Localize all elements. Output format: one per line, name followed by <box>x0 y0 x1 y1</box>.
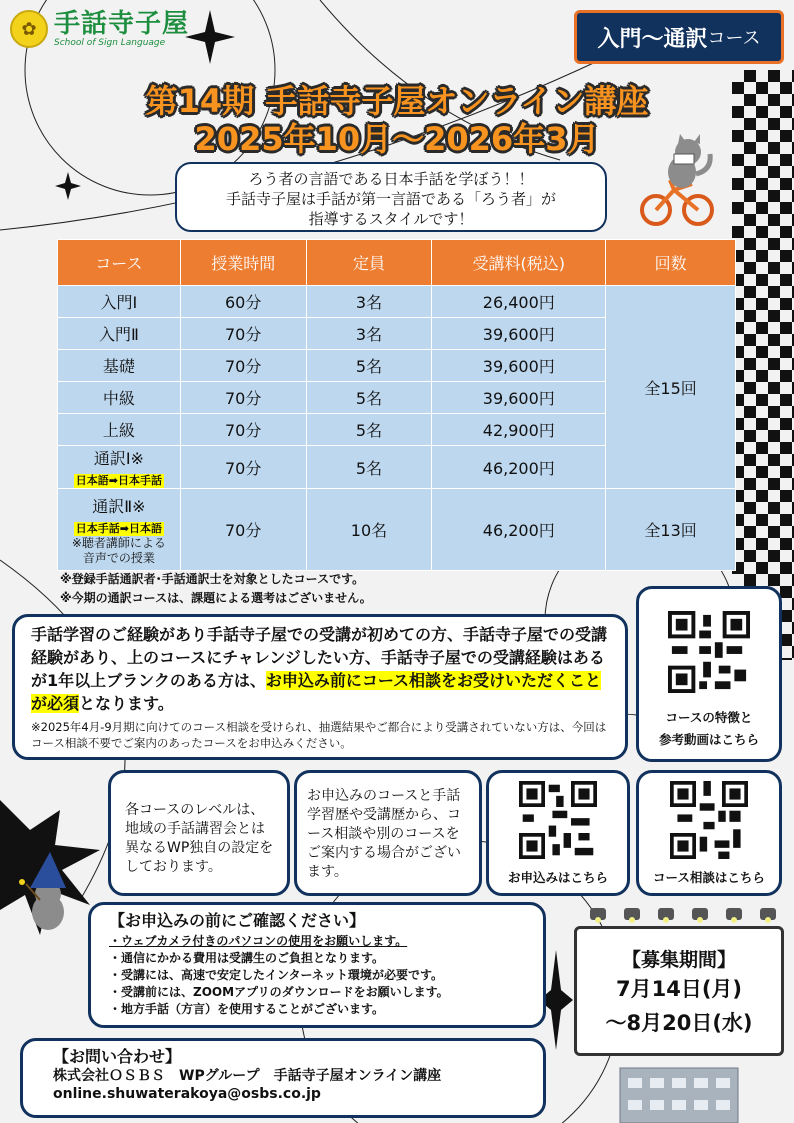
cell-time: 70分 <box>180 382 306 414</box>
checklist-item: ・ 受講には、高速で安定したインターネット環境が必要です。 <box>109 967 525 984</box>
qr-features-caption-2: 参考動画はこちら <box>658 732 759 747</box>
contact-box <box>20 1038 546 1118</box>
building-illustration <box>614 1056 744 1123</box>
direction-tag: 日本語➡日本手話 <box>75 474 162 487</box>
table-notes <box>60 570 372 608</box>
checklist-item: ・ 受講前には、ZOOMアプリのダウンロードをお願いします。 <box>109 984 525 1001</box>
course-name: 通訳Ⅱ※ <box>92 496 146 516</box>
cell-time: 70分 <box>180 446 306 489</box>
page-period-title: 2025年10月〜2026年3月 <box>194 120 600 158</box>
cell-capacity: 5名 <box>306 446 432 489</box>
cell-time: 60分 <box>180 286 306 318</box>
checklist-item: ・ ウェブカメラ付きのパソコンの使用をお願いします。 <box>109 933 525 950</box>
course-range-main: 入門〜通訳 <box>597 26 708 52</box>
checklist-title: 【お申込みの前にご確認ください】 <box>109 911 366 930</box>
qr-features-caption-1: コースの特徴と <box>665 710 753 725</box>
consultation-text-1: 手話学習のご経験があり手話寺子屋での受講が初めての方、手話寺子屋での受講経験があり、上のコースにチャレンジしたい方、手話寺子屋での受講経験はあるが1年以上ブランクのある方は、 <box>31 625 608 690</box>
cell-fee: 42,900円 <box>432 414 606 446</box>
qr-apply-card[interactable] <box>486 770 630 896</box>
cell-course <box>58 489 181 571</box>
cell-fee: 39,600円 <box>432 350 606 382</box>
course-note: 音声での授業 <box>82 550 155 565</box>
logo-subtitle: School of Sign Language <box>54 38 166 48</box>
cell-capacity: 3名 <box>306 318 432 350</box>
qr-code-icon[interactable] <box>519 781 597 859</box>
cell-capacity: 10名 <box>306 489 432 571</box>
direction-tag: 日本手話➡日本語 <box>75 521 162 535</box>
cat-on-bicycle-illustration <box>636 132 716 232</box>
qr-consult-caption: コース相談はこちら <box>653 870 765 885</box>
table-row <box>58 489 736 571</box>
period-start: 7月14日(月) <box>615 977 743 1001</box>
period-end: 〜8月20日(水) <box>605 1011 753 1035</box>
cell-course: 中級 <box>58 382 181 414</box>
level-info-box <box>108 770 290 896</box>
course-guidance-text: お申込みのコースと手話学習歴や受講歴から、コース相談や別のコースをご案内する場合がございます。 <box>307 788 461 880</box>
cell-fee: 46,200円 <box>432 489 606 571</box>
cell-course: 基礎 <box>58 350 181 382</box>
note-line: ※今期の通訳コースは、課題による選考はございません。 <box>60 591 372 605</box>
period-title: 【募集期間】 <box>621 949 736 971</box>
cell-course: 入門Ⅰ <box>58 286 181 318</box>
application-period-board <box>574 926 784 1056</box>
cell-capacity: 5名 <box>306 414 432 446</box>
intro-line-3: 指導するスタイルです！ <box>308 210 474 228</box>
cell-time: 70分 <box>180 414 306 446</box>
cell-course: 上級 <box>58 414 181 446</box>
cell-capacity: 5名 <box>306 382 432 414</box>
cell-fee: 39,600円 <box>432 382 606 414</box>
qr-course-features-card[interactable] <box>636 586 782 762</box>
consultation-highlight: お申込み前にコース相談をお受けいただくことが必須 <box>31 671 602 713</box>
intro-line-2: 手話寺子屋は手話が第一言語である「ろう者」が <box>225 190 556 208</box>
cell-course <box>58 446 181 489</box>
course-range-tag <box>574 10 784 64</box>
course-table <box>57 239 736 571</box>
table-row <box>58 286 736 318</box>
intro-bubble <box>175 162 607 232</box>
checklist-item: ・ 地方手話（方言）を使用することがございます。 <box>109 1001 525 1018</box>
logo <box>10 10 189 48</box>
course-name: 通訳Ⅰ※ <box>93 449 144 468</box>
cell-time: 70分 <box>180 350 306 382</box>
page-title: 第14期 手話寺子屋オンライン講座 <box>145 82 649 120</box>
header-course: コース <box>58 240 181 286</box>
consultation-small-note: ※2025年4月-9月期に向けてのコース相談を受けられ、抽選結果やご都合により受講されていない方は、今回はコース相談不要でご案内のあったコースをお申込みください。 <box>31 720 607 750</box>
consultation-text-2: となります。 <box>79 694 174 713</box>
cell-count-13: 全13回 <box>606 489 736 571</box>
cell-fee: 26,400円 <box>432 286 606 318</box>
cell-time: 70分 <box>180 489 306 571</box>
header-time: 授業時間 <box>180 240 306 286</box>
checklist-item: ・ 通信にかかる費用は受講生のご負担となります。 <box>109 950 525 967</box>
cell-capacity: 3名 <box>306 286 432 318</box>
checkered-flag-pattern <box>732 70 794 660</box>
cell-count-15: 全15回 <box>606 286 736 489</box>
consultation-text <box>31 623 609 715</box>
cell-fee: 46,200円 <box>432 446 606 489</box>
contact-email[interactable]: online.shuwaterakoya@osbs.co.jp <box>53 1086 321 1102</box>
cell-fee: 39,600円 <box>432 318 606 350</box>
course-range-suffix: コース <box>707 28 761 49</box>
qr-apply-caption: お申込みはこちら <box>507 870 608 885</box>
logo-sun-icon: ✿ <box>10 10 48 48</box>
level-info-text: 各コースのレベルは、地域の手話講習会とは異なるWP独自の設定をしております。 <box>125 802 274 875</box>
header-fee: 受講料(税込) <box>432 240 606 286</box>
course-note: ※聴者講師による <box>71 535 166 550</box>
contact-organization: 株式会社ＯＳＢＳ WPグループ 手話寺子屋オンライン講座 <box>53 1068 442 1084</box>
header-count: 回数 <box>606 240 736 286</box>
contact-title: 【お問い合わせ】 <box>53 1047 182 1066</box>
course-guidance-box <box>294 770 482 896</box>
qr-code-icon[interactable] <box>668 611 750 693</box>
header-capacity: 定員 <box>306 240 432 286</box>
cell-course: 入門Ⅱ <box>58 318 181 350</box>
cell-time: 70分 <box>180 318 306 350</box>
spotlights-decoration <box>582 902 782 928</box>
cell-capacity: 5名 <box>306 350 432 382</box>
qr-code-icon[interactable] <box>670 781 748 859</box>
consultation-required-box <box>12 614 628 760</box>
qr-consult-card[interactable] <box>636 770 782 896</box>
checklist <box>109 933 525 1018</box>
intro-line-1: ろう者の言語である日本手話を学ぼう！！ <box>248 170 534 188</box>
pre-application-checklist <box>88 902 546 1028</box>
note-line: ※登録手話通訳者･手話通訳士を対象としたコースです。 <box>60 572 365 586</box>
logo-title: 手話寺子屋 <box>54 9 190 39</box>
table-header-row <box>58 240 736 286</box>
